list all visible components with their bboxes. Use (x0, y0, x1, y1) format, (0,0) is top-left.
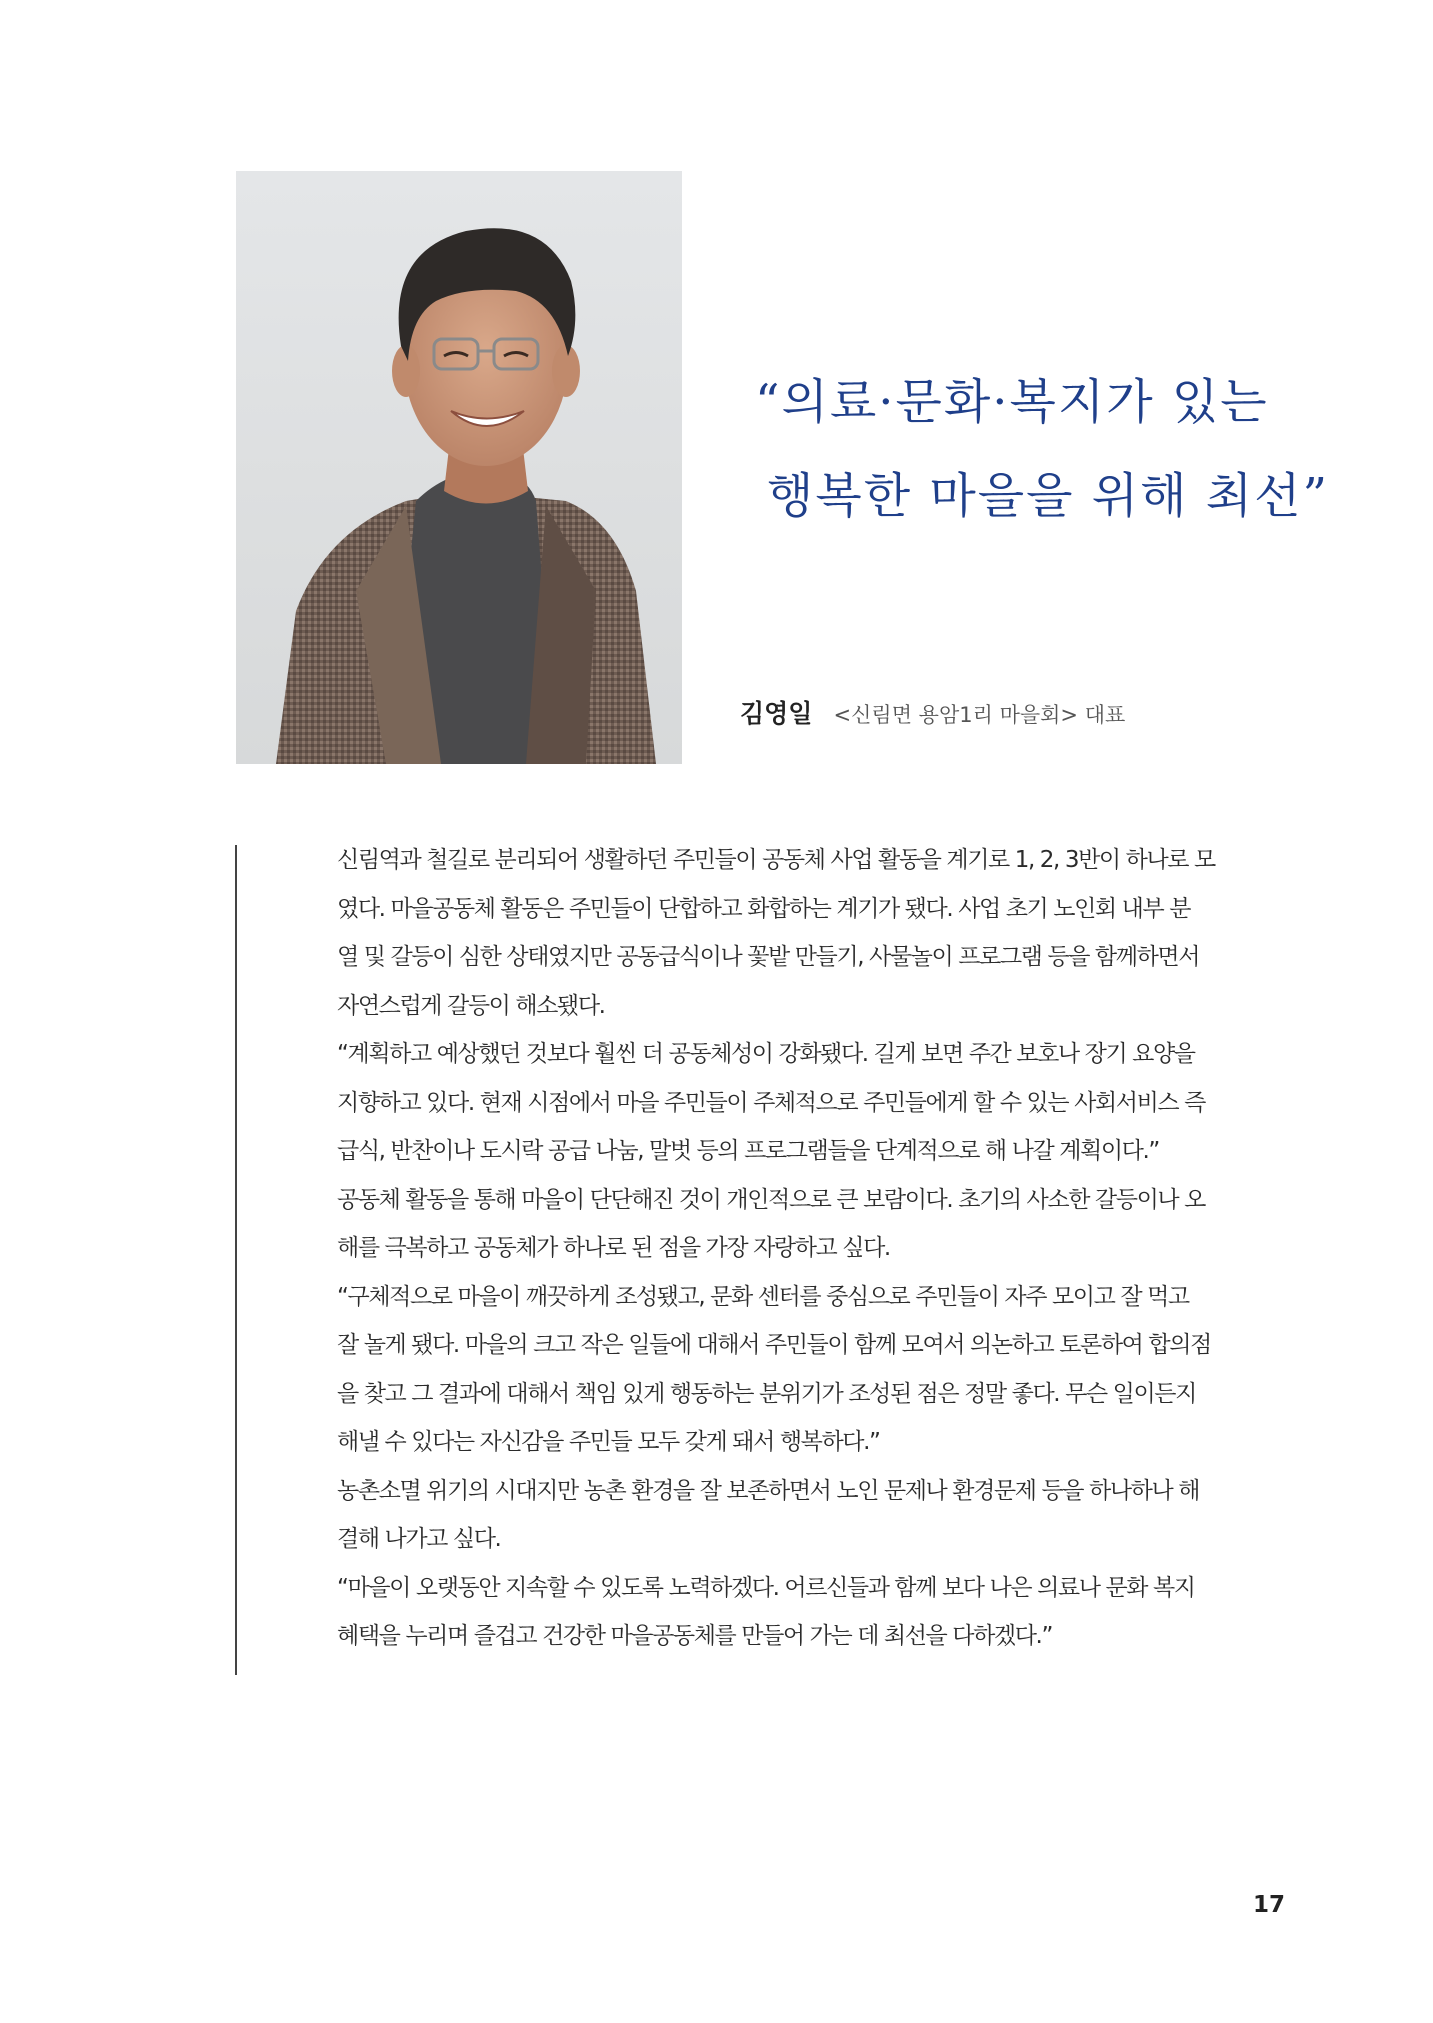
body-line: 공동체 활동을 통해 마을이 단단해진 것이 개인적으로 큰 보람이다. 초기의 사소한 갈등이나 오 (337, 1186, 1205, 1213)
body-line: 였다. 마을공동체 활동은 주민들이 단합하고 화합하는 계기가 됐다. 사업 초기 노인회 내부 분 (337, 895, 1191, 922)
article-title (755, 355, 1355, 543)
body-line: 자연스럽게 갈등이 해소됐다. (337, 992, 605, 1019)
body-line: 신림역과 철길로 분리되어 생활하던 주민들이 공동체 사업 활동을 계기로 1, 2, 3반이 하나로 모 (337, 847, 1215, 873)
vertical-rule (235, 845, 237, 1675)
body-line: 혜택을 누리며 즐겁고 건강한 마을공동체를 만들어 가는 데 최선을 다하겠다.” (337, 1623, 1052, 1649)
body-line: 지향하고 있다. 현재 시점에서 마을 주민들이 주체적으로 주민들에게 할 수 있는 사회서비스 즉 (337, 1089, 1205, 1116)
page-number: 17 (1253, 1892, 1286, 1918)
portrait-photo (236, 171, 682, 764)
body-line: “계획하고 예상했던 것보다 훨씬 더 공동체성이 강화됐다. 길게 보면 주간 보호나 장기 요양을 (337, 1041, 1195, 1067)
title-line-1: “의료·문화·복지가 있는 (755, 374, 1269, 430)
body-line: 을 찾고 그 결과에 대해서 책임 있게 행동하는 분위기가 조성된 점은 정말 좋다. 무슨 일이든지 (337, 1380, 1196, 1407)
author-role: <신림면 용암1리 마을회> 대표 (833, 703, 1126, 727)
article-body (337, 836, 1287, 1661)
body-line: 해를 극복하고 공동체가 하나로 된 점을 가장 자랑하고 싶다. (337, 1235, 890, 1261)
portrait-illustration (236, 171, 682, 764)
body-line: 잘 놀게 됐다. 마을의 크고 작은 일들에 대해서 주민들이 함께 모여서 의논하고 토론하여 합의점 (337, 1332, 1211, 1358)
body-line: 열 및 갈등이 심한 상태였지만 공동급식이나 꽃밭 만들기, 사물놀이 프로그램 등을 함께하면서 (337, 944, 1200, 970)
body-line: “마을이 오랫동안 지속할 수 있도록 노력하겠다. 어르신들과 함께 보다 나은 의료나 문화 복지 (337, 1574, 1195, 1601)
author-byline (740, 694, 1125, 730)
author-name: 김영일 (740, 699, 813, 728)
body-line: 결해 나가고 싶다. (337, 1526, 501, 1552)
body-line: “구체적으로 마을이 깨끗하게 조성됐고, 문화 센터를 중심으로 주민들이 자주 모이고 잘 먹고 (337, 1283, 1189, 1310)
body-line: 해낼 수 있다는 자신감을 주민들 모두 갖게 돼서 행복하다.” (337, 1429, 880, 1455)
body-line: 급식, 반찬이나 도시락 공급 나눔, 말벗 등의 프로그램들을 단계적으로 해 나갈 계획이다.” (337, 1138, 1159, 1164)
body-line: 농촌소멸 위기의 시대지만 농촌 환경을 잘 보존하면서 노인 문제나 환경문제 등을 하나하나 해 (337, 1477, 1200, 1504)
title-line-2: 행복한 마을을 위해 최선” (767, 468, 1329, 524)
